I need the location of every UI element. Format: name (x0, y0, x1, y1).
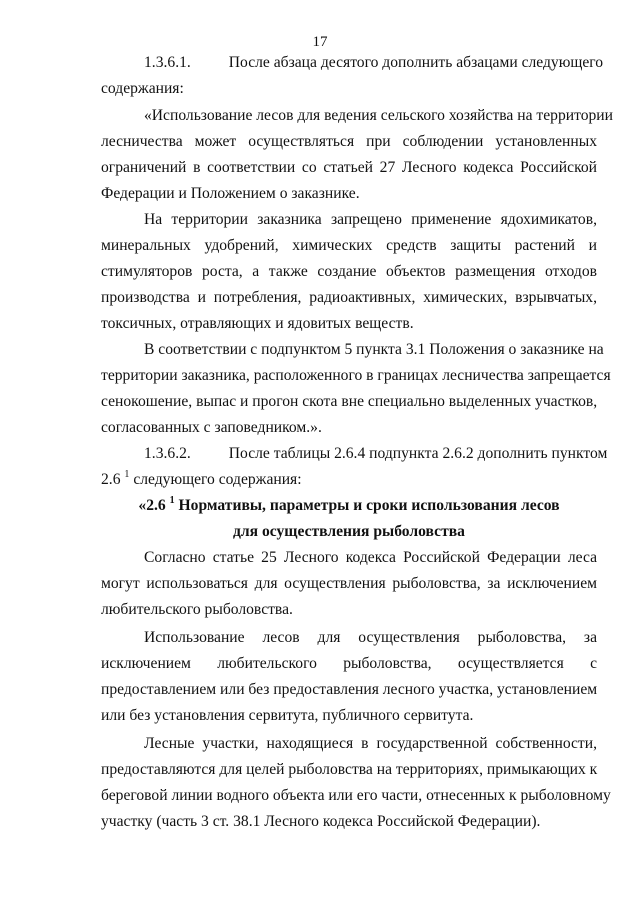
heading-text: Нормативы, параметры и сроки использования лесов (178, 497, 560, 514)
paragraph-line: или без установления сервитута, публичного сервитута. (101, 707, 474, 724)
paragraph-text: После абзаца десятого дополнить абзацами следующего (228, 54, 604, 71)
paragraph-line: производства и потребления, радиоактивных, химических, взрывчатых, (101, 289, 597, 306)
paragraph-line (101, 470, 597, 490)
paragraph-text: следующего содержания: (133, 471, 302, 488)
clause-number: 1.3.6.1. (144, 54, 191, 71)
section-ref: 2.6 (101, 471, 121, 488)
superscript: 1 (169, 494, 175, 506)
paragraph-line: В соответствии с подпунктом 5 пункта 3.1 Положения о заказнике на (144, 341, 604, 358)
paragraph-line: могут использоваться для осуществления рыболовства, за исключением (101, 575, 597, 592)
paragraph-line: токсичных, отравляющих и ядовитых веществ. (101, 315, 414, 332)
paragraph-line: содержания: (101, 80, 184, 97)
paragraph-line: исключением любительского рыболовства, осуществляется с (101, 655, 597, 672)
paragraph-line: сенокошение, выпас и прогон скота вне специально выделенных участков, (101, 393, 598, 410)
paragraph-line: участку (часть 3 ст. 38.1 Лесного кодекса Российской Федерации). (101, 813, 541, 830)
paragraph-line: Федерации и Положением о заказнике. (101, 185, 360, 202)
page-number: 17 (312, 34, 328, 50)
heading-number: «2.6 (138, 497, 166, 514)
paragraph-line: ограничений в соответствии со статьей 27 Лесного кодекса Российской (101, 159, 597, 176)
paragraph-text: После таблицы 2.6.4 подпункта 2.6.2 дополнить пунктом (228, 445, 608, 462)
heading-line (101, 496, 597, 516)
paragraph-line: предоставлением или без предоставления лесного участка, установлением (101, 681, 598, 698)
clause-number: 1.3.6.2. (144, 445, 191, 462)
paragraph-line: Согласно статье 25 Лесного кодекса Российской Федерации леса (144, 549, 597, 566)
paragraph-line (144, 444, 608, 464)
paragraph-line: береговой линии водного объекта или его части, отнесенных к рыболовному (101, 787, 611, 804)
paragraph-line: На территории заказника запрещено применение ядохимикатов, (144, 211, 597, 228)
paragraph-line: минеральных удобрений, химических средств защиты растений и (101, 237, 597, 254)
heading-line: для осуществления рыболовства (233, 523, 465, 540)
paragraph-line: Использование лесов для осуществления рыболовства, за (144, 629, 597, 646)
superscript: 1 (124, 468, 130, 480)
paragraph-line: стимуляторов роста, а также создание объектов размещения отходов (101, 263, 597, 280)
paragraph-line: предоставляются для целей рыболовства на территориях, примыкающих к (101, 761, 598, 778)
paragraph-line: территории заказника, расположенного в границах лесничества запрещается (101, 367, 611, 384)
paragraph-line (144, 53, 604, 73)
paragraph-line: лесничества может осуществляться при соблюдении установленных (101, 133, 597, 150)
paragraph-line: «Использование лесов для ведения сельского хозяйства на территории (144, 107, 613, 124)
paragraph-line: любительского рыболовства. (101, 601, 293, 618)
paragraph-line: Лесные участки, находящиеся в государственной собственности, (144, 735, 597, 752)
paragraph-line: согласованных с заповедником.». (101, 419, 322, 436)
